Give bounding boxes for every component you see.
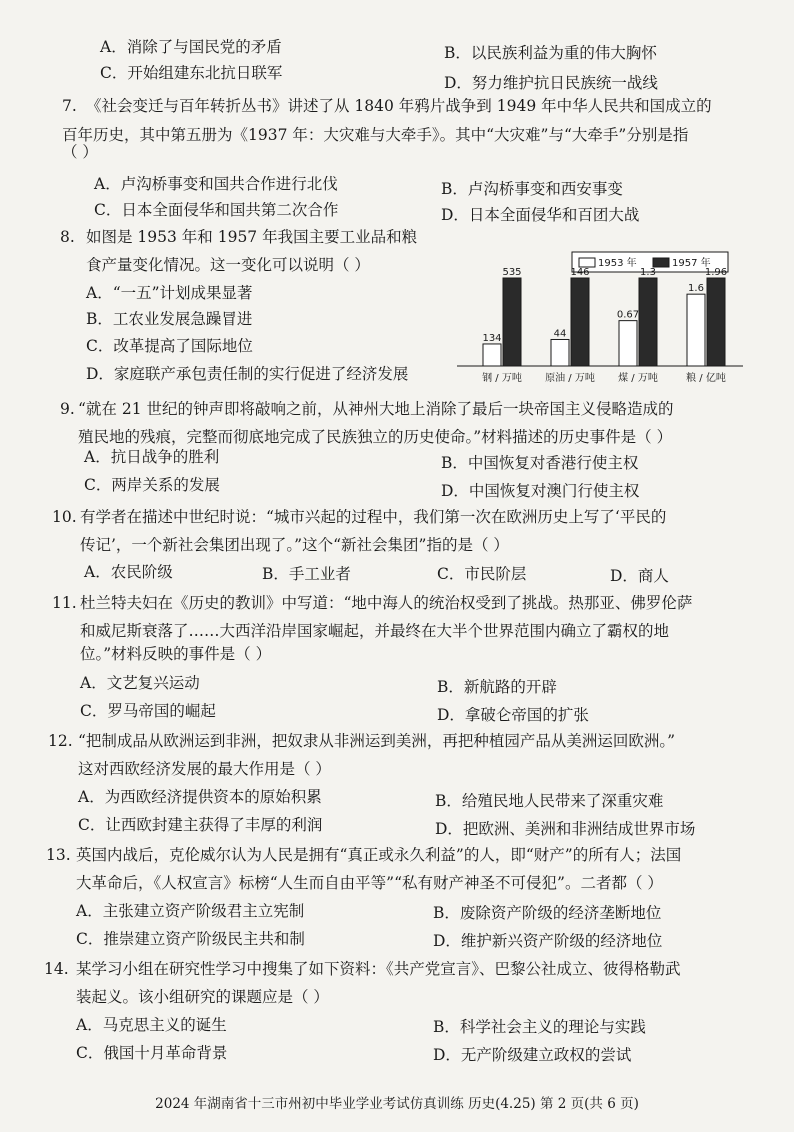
q7-answer-bracket: （ ） xyxy=(62,143,98,161)
data-label-1953-3: 1.6 xyxy=(688,283,704,295)
q10-stem-line2: 传记’，一个新社会集团出现了。”这个“新社会集团”指的是（ ） xyxy=(80,536,509,554)
q10-stem-line1: 有学者在描述中世纪时说：“城市兴起的过程中，我们第一次在欧洲历史上写了‘平民的 xyxy=(80,508,667,526)
q9-stem-line2: 殖民地的残痕，完整而彻底地完成了民族独立的历史使命。”材料描述的历史事件是（ ） xyxy=(78,428,673,446)
q10-option-b: B．手工业者 xyxy=(262,565,351,583)
q13-option-a: A．主张建立资产阶级君主立宪制 xyxy=(76,902,305,920)
q11-option-d: D．拿破仑帝国的扩张 xyxy=(437,706,589,724)
q13-number: 13. xyxy=(46,846,71,864)
q14-stem-line2: 装起义。该小组研究的课题应是（ ） xyxy=(76,988,329,1006)
q14-option-a: A．马克思主义的诞生 xyxy=(76,1016,227,1034)
data-label-1957-2: 1.3 xyxy=(640,267,656,278)
bar-1957-2 xyxy=(639,278,657,366)
q9-option-d: D．中国恢复对澳门行使主权 xyxy=(441,482,640,500)
chart-svg xyxy=(455,248,745,388)
q6-option-b: B．以民族利益为重的伟大胸怀 xyxy=(444,44,657,62)
q12-number: 12. xyxy=(48,732,73,750)
q8-number: 8. xyxy=(60,228,75,246)
data-label-1957-1: 146 xyxy=(570,267,590,278)
q8-stem-line1: 如图是 1953 年和 1957 年我国主要工业品和粮 xyxy=(86,228,418,246)
q13-stem-line1: 英国内战后，克伦威尔认为人民是拥有“真正或永久利益”的人，即“财产”的所有人；法国 xyxy=(76,846,682,864)
q7-stem-line2: 百年历史，其中第五册为《1937 年：大灾难与大牵手》。其中“大灾难”与“大牵手”分别是指 xyxy=(62,126,689,144)
data-label-1953-0: 134 xyxy=(482,332,502,344)
q9-number: 9. xyxy=(60,400,75,418)
q11-option-b: B．新航路的开辟 xyxy=(437,678,557,696)
q7-option-d: D．日本全面侵华和百团大战 xyxy=(441,206,640,224)
q13-option-d: D．维护新兴资产阶级的经济地位 xyxy=(433,932,663,950)
bar-1957-0 xyxy=(503,278,521,366)
bar-1957-3 xyxy=(707,278,725,366)
q9-option-c: C．两岸关系的发展 xyxy=(84,476,220,494)
q7-number: 7. xyxy=(62,97,77,115)
bar-1953-1 xyxy=(551,339,569,366)
q7-option-a: A．卢沟桥事变和国共合作进行北伐 xyxy=(94,175,338,193)
q10-option-d: D．商人 xyxy=(610,567,669,585)
q12-stem-line1: “把制成品从欧洲运到非洲，把奴隶从非洲运到美洲，再把种植园产品从美洲运回欧洲。” xyxy=(78,732,676,750)
q13-stem-line2: 大革命后，《人权宣言》标榜“人生而自由平等”“私有财产神圣不可侵犯”。二者都（ ） xyxy=(76,874,663,892)
q6-option-c: C．开始组建东北抗日联军 xyxy=(100,64,283,82)
q12-option-d: D．把欧洲、美洲和非洲结成世界市场 xyxy=(435,820,696,838)
bar-1953-0 xyxy=(483,344,501,366)
legend-swatch-1953 xyxy=(579,258,595,267)
q8-option-b: B．工农业发展急躁冒进 xyxy=(86,310,253,328)
category-label-1: 原油 / 万吨 xyxy=(545,373,595,384)
q10-option-a: A．农民阶级 xyxy=(84,563,173,581)
q11-stem-line2: 和威尼斯衰落了……大西洋沿岸国家崛起，并最终在大半个世界范围内确立了霸权的地 xyxy=(80,622,670,640)
q9-option-b: B．中国恢复对香港行使主权 xyxy=(441,454,639,472)
q11-option-a: A．文艺复兴运动 xyxy=(80,674,200,692)
q6-option-a: A．消除了与国民党的矛盾 xyxy=(100,38,282,56)
bar-1953-2 xyxy=(619,321,637,366)
q11-option-c: C．罗马帝国的崛起 xyxy=(80,702,216,720)
q11-stem-line3: 位。”材料反映的事件是（ ） xyxy=(80,645,272,663)
page-footer: 2024 年湖南省十三市州初中毕业学业考试仿真训练 历史(4.25) 第 2 页(共 6 页) xyxy=(155,1096,639,1112)
legend-swatch-1957 xyxy=(653,258,669,267)
q11-stem-line1: 杜兰特夫妇在《历史的教训》中写道：“地中海人的统治权受到了挑战。热那亚、佛罗伦萨 xyxy=(80,594,693,612)
production-bar-chart xyxy=(455,248,745,388)
q11-number: 11. xyxy=(52,594,77,612)
q8-option-c: C．改革提高了国际地位 xyxy=(86,337,253,355)
bar-1953-3 xyxy=(687,294,705,366)
q10-option-c: C．市民阶层 xyxy=(437,565,527,583)
q8-stem-line2: 食产量变化情况。这一变化可以说明（ ） xyxy=(86,256,370,274)
q8-option-d: D．家庭联产承包责任制的实行促进了经济发展 xyxy=(86,365,409,383)
q13-option-c: C．推崇建立资产阶级民主共和制 xyxy=(76,930,305,948)
q12-option-b: B．给殖民地人民带来了深重灾难 xyxy=(435,792,664,810)
q7-stem-line1: 《社会变迁与百年转折丛书》讲述了从 1840 年鸦片战争到 1949 年中华人民共和国成立的 xyxy=(86,97,712,115)
q14-number: 14. xyxy=(44,960,69,978)
q13-option-b: B．废除资产阶级的经济垄断地位 xyxy=(433,904,662,922)
q7-option-b: B．卢沟桥事变和西安事变 xyxy=(441,180,623,198)
data-label-1953-1: 44 xyxy=(553,328,567,340)
q14-option-b: B．科学社会主义的理论与实践 xyxy=(433,1018,646,1036)
q12-option-c: C．让西欧封建主获得了丰厚的利润 xyxy=(78,816,323,834)
q10-number: 10. xyxy=(52,508,77,526)
category-label-2: 煤 / 万吨 xyxy=(618,373,658,384)
q9-option-a: A．抗日战争的胜利 xyxy=(84,448,220,466)
bar-1957-1 xyxy=(571,278,589,366)
q14-stem-line1: 某学习小组在研究性学习中搜集了如下资料：《共产党宣言》、巴黎公社成立、彼得格勒武 xyxy=(76,960,681,978)
category-label-3: 粮 / 亿吨 xyxy=(686,373,726,384)
legend-label-1957: 1957 年 xyxy=(672,258,711,269)
q8-option-a: A．“一五”计划成果显著 xyxy=(86,284,253,302)
q6-option-d: D．努力维护抗日民族统一战线 xyxy=(444,74,658,92)
q7-option-c: C．日本全面侵华和国共第二次合作 xyxy=(94,201,339,219)
q9-stem-line1: “就在 21 世纪的钟声即将敲响之前，从神州大地上消除了最后一块帝国主义侵略造成的 xyxy=(78,400,674,418)
q12-option-a: A．为西欧经济提供资本的原始积累 xyxy=(78,788,322,806)
q12-stem-line2: 这对西欧经济发展的最大作用是（ ） xyxy=(78,760,331,778)
legend-label-1953: 1953 年 xyxy=(598,258,637,269)
q14-option-d: D．无产阶级建立政权的尝试 xyxy=(433,1046,632,1064)
data-label-1953-2: 0.67 xyxy=(616,309,640,321)
q14-option-c: C．俄国十月革命背景 xyxy=(76,1044,228,1062)
data-label-1957-3: 1.96 xyxy=(704,267,728,278)
data-label-1957-0: 535 xyxy=(502,267,522,278)
category-label-0: 钢 / 万吨 xyxy=(482,373,522,384)
